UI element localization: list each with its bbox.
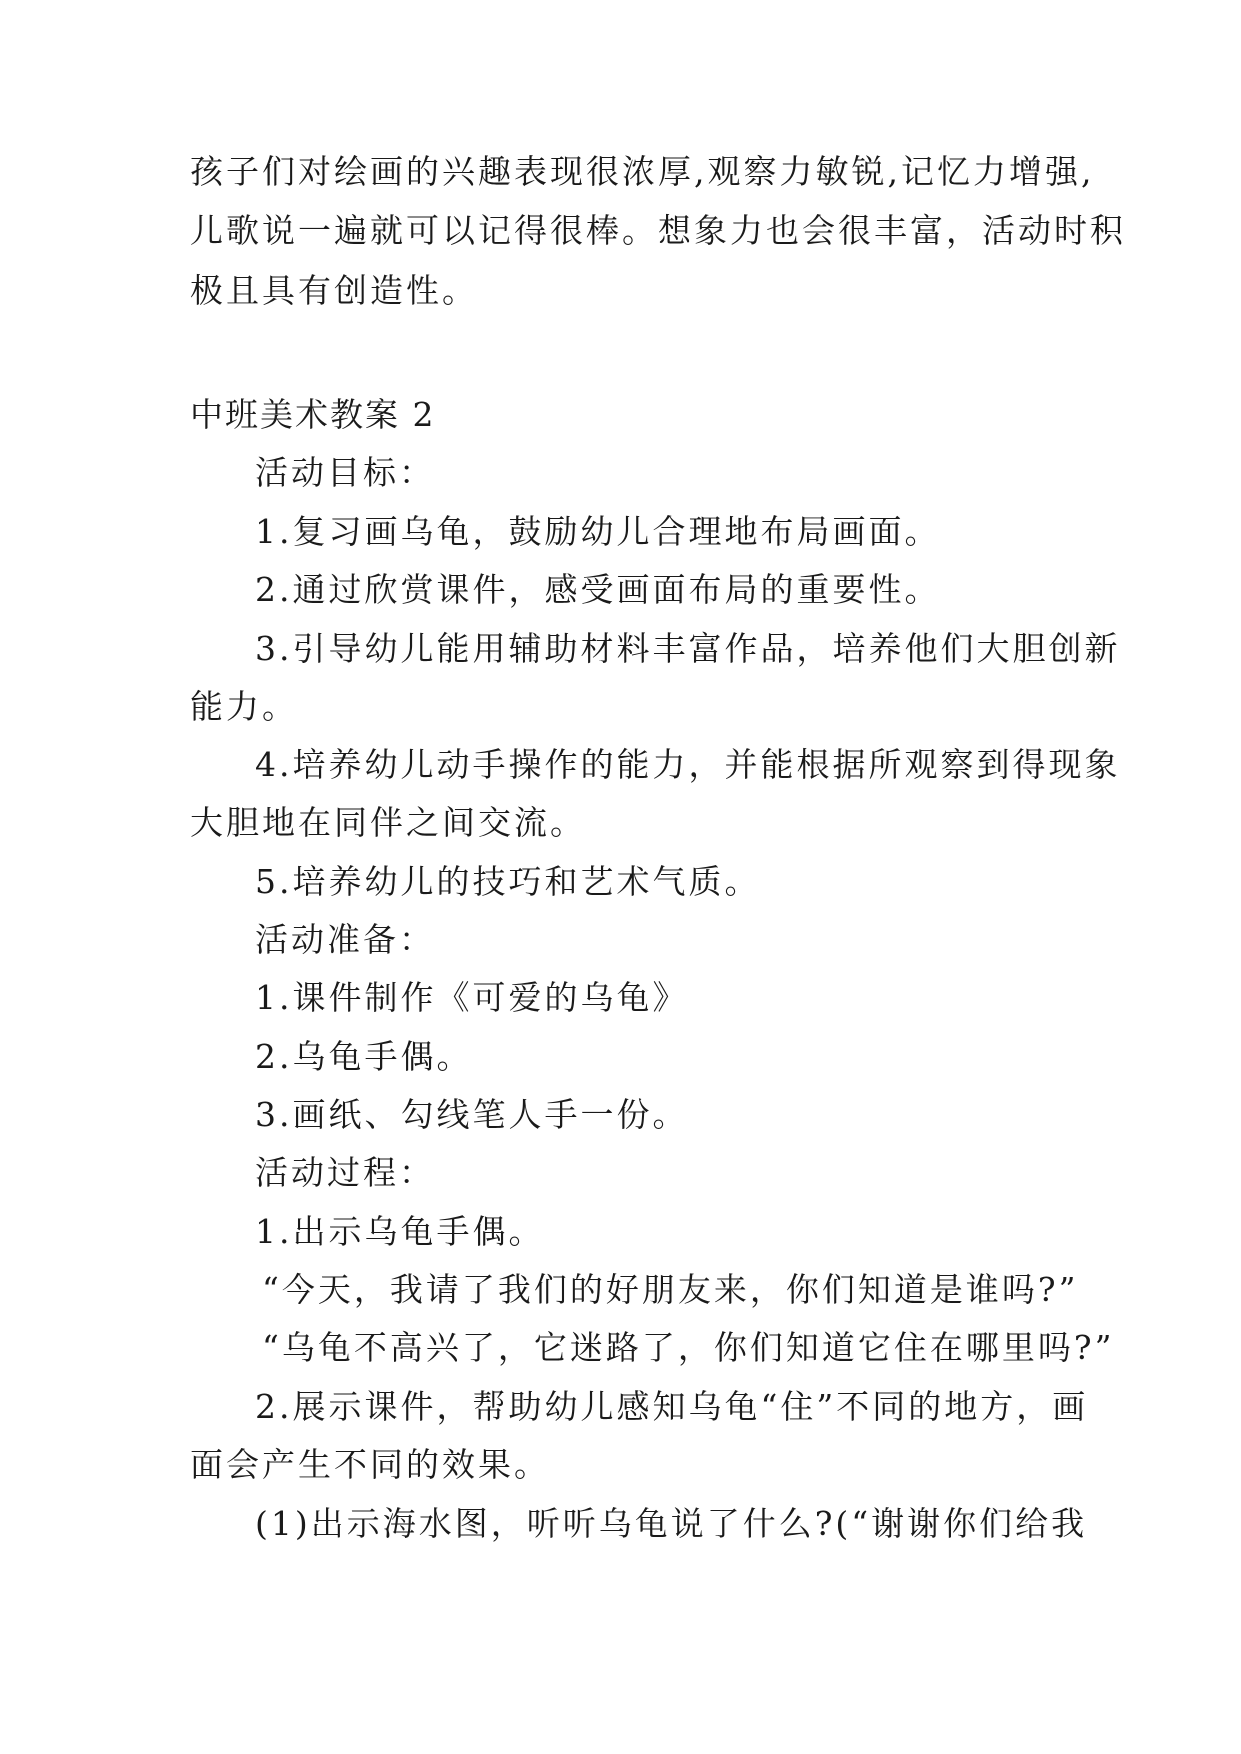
process-step-1: 1.出示乌龟手偶。	[255, 1212, 545, 1251]
goals-item-4-cont: 大胆地在同伴之间交流。	[190, 803, 586, 842]
goals-item-1: 1.复习画乌龟，鼓励幼儿合理地布局画面。	[255, 512, 941, 551]
process-step-2: 2.展示课件，帮助幼儿感知乌龟“住”不同的地方，画	[255, 1387, 1089, 1426]
process-quote-1: “今天，我请了我们的好朋友来，你们知道是谁吗?”	[262, 1270, 1079, 1309]
process-substep-1: (1)出示海水图，听听乌龟说了什么?(“谢谢你们给我	[255, 1504, 1088, 1543]
process-step-2-cont: 面会产生不同的效果。	[190, 1445, 550, 1484]
intro-line-2: 儿歌说一遍就可以记得很棒。想象力也会很丰富，活动时积	[190, 211, 1126, 250]
prep-item-2: 2.乌龟手偶。	[255, 1037, 473, 1076]
intro-line-3: 极且具有创造性。	[190, 271, 478, 310]
goals-item-3: 3.引导幼儿能用辅助材料丰富作品，培养他们大胆创新	[255, 629, 1121, 668]
goals-item-3-cont: 能力。	[190, 687, 298, 726]
goals-item-2: 2.通过欣赏课件，感受画面布局的重要性。	[255, 570, 941, 609]
prep-item-3: 3.画纸、勾线笔人手一份。	[255, 1095, 689, 1134]
prep-heading: 活动准备：	[255, 920, 435, 959]
intro-line-1: 孩子们对绘画的兴趣表现很浓厚,观察力敏锐,记忆力增强,	[190, 152, 1095, 191]
goals-item-4: 4.培养幼儿动手操作的能力，并能根据所观察到得现象	[255, 745, 1121, 784]
section-title: 中班美术教案 2	[190, 395, 436, 434]
prep-item-1: 1.课件制作《可爱的乌龟》	[255, 978, 689, 1017]
goals-item-5: 5.培养幼儿的技巧和艺术气质。	[255, 862, 761, 901]
process-quote-2: “乌龟不高兴了，它迷路了，你们知道它住在哪里吗?”	[262, 1328, 1115, 1367]
process-heading: 活动过程：	[255, 1153, 435, 1192]
goals-heading: 活动目标：	[255, 453, 435, 492]
